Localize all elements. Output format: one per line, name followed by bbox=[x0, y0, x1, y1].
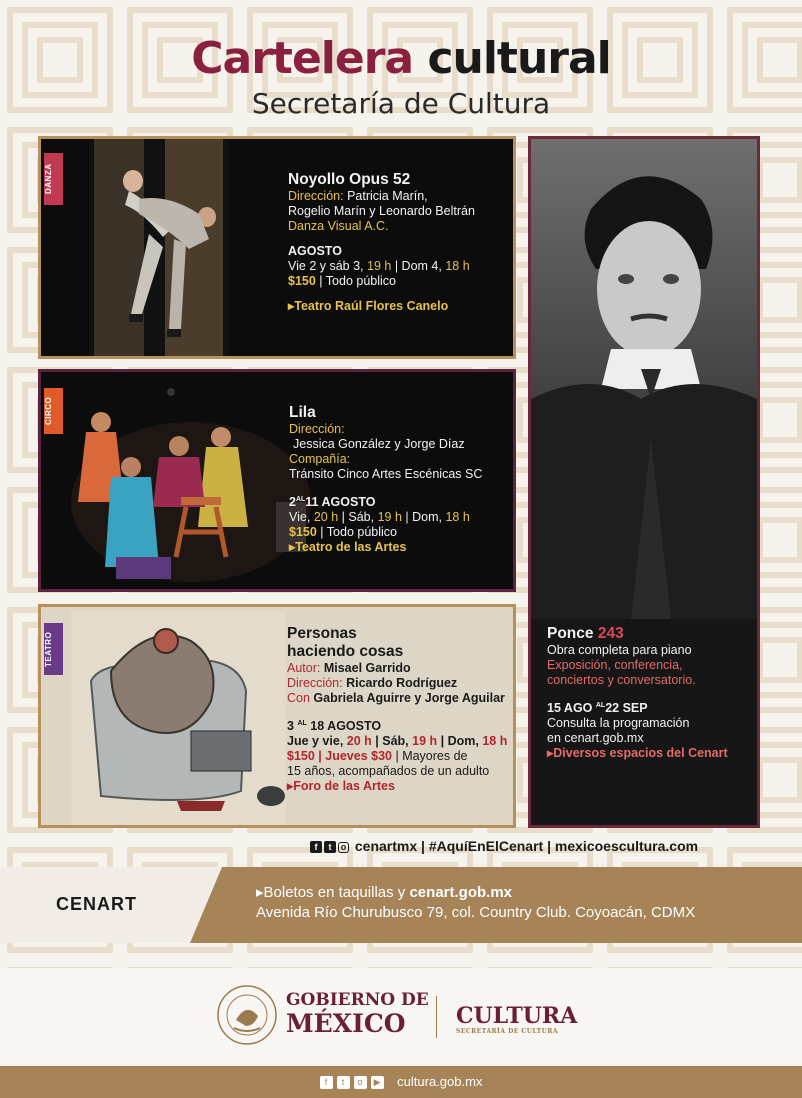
page-title bbox=[0, 34, 802, 84]
director-label: Dirección: bbox=[288, 189, 344, 203]
feature-venue-link[interactable]: ▸Diversos espacios del Cenart bbox=[547, 746, 728, 761]
feature-title-b: 243 bbox=[597, 625, 624, 642]
youtube-icon[interactable]: ▶ bbox=[371, 1076, 384, 1089]
schedule-text: Jue y vie, bbox=[287, 734, 344, 749]
feature-title bbox=[547, 625, 759, 643]
author-value: Misael Garrido bbox=[323, 661, 411, 675]
director-value-2: Rogelio Marín y Leonardo Beltrán bbox=[288, 204, 475, 218]
schedule-time: 18 h bbox=[482, 734, 508, 749]
schedule-text: | Dom 4, bbox=[394, 259, 442, 273]
price: $150 | Jueves $30 bbox=[287, 749, 392, 764]
audience-detail: 15 años, acompañados de un adulto bbox=[287, 764, 490, 779]
page-subtitle: Secretaría de Cultura bbox=[251, 87, 551, 120]
event-info-teatro bbox=[287, 625, 515, 794]
instagram-icon[interactable]: o bbox=[354, 1076, 367, 1089]
date-end: 18 AGOSTO bbox=[310, 719, 382, 734]
schedule-time: 19 h bbox=[412, 734, 438, 749]
schedule-text: Vie 2 y sáb 3, bbox=[288, 259, 364, 273]
audience: | Mayores de bbox=[395, 749, 468, 764]
facebook-icon[interactable]: f bbox=[320, 1076, 333, 1089]
schedule-time: 20 h bbox=[313, 510, 339, 525]
schedule-text: | Sáb, bbox=[341, 510, 375, 525]
tickets-site-link[interactable]: cenart.gob.mx bbox=[409, 884, 512, 901]
schedule-text: | Sáb, bbox=[375, 734, 409, 749]
date-heading: AGOSTO bbox=[288, 244, 342, 258]
event-info-danza bbox=[288, 171, 513, 314]
social-hashtag: | #AquíEnElCenart | bbox=[421, 838, 552, 854]
venue-link[interactable]: ▸Foro de las Artes bbox=[287, 779, 395, 794]
schedule-text: Vie, bbox=[289, 510, 311, 525]
event-title: Noyollo Opus 52 bbox=[288, 171, 411, 188]
event-card-danza[interactable] bbox=[38, 136, 516, 359]
gov-name-line-1: GOBIERNO DE bbox=[286, 990, 429, 1010]
feature-note: Consulta la programación bbox=[547, 716, 690, 731]
social-site[interactable]: mexicoescultura.com bbox=[554, 838, 699, 854]
event-title-line: Personas bbox=[287, 625, 357, 642]
footer-divider bbox=[436, 996, 437, 1038]
title-word-1: Cartelera bbox=[191, 33, 414, 84]
schedule-text: | Dom, bbox=[440, 734, 479, 749]
schedule-text: | Dom, bbox=[405, 510, 442, 525]
bottom-bar bbox=[0, 1066, 802, 1098]
category-tag: DANZA bbox=[44, 153, 63, 205]
event-info-circo bbox=[289, 404, 514, 555]
cast-value: Gabriela Aguirre y Jorge Aguilar bbox=[313, 691, 505, 705]
schedule-time: 19 h bbox=[377, 510, 402, 525]
author-label: Autor: bbox=[287, 661, 321, 675]
address-text: Avenida Río Churubusco 79, col. Country Club. Coyoacán, CDMX bbox=[256, 904, 696, 921]
facebook-icon[interactable]: f bbox=[310, 841, 322, 853]
date-start: 3 bbox=[287, 719, 294, 734]
director-label: Dirección: bbox=[287, 676, 343, 690]
date-end: 11 AGOSTO bbox=[305, 495, 376, 510]
cultura-logo-text: CULTURA bbox=[456, 1003, 578, 1029]
director-value: Ricardo Rodríguez bbox=[346, 676, 458, 690]
price: $150 bbox=[289, 525, 317, 540]
social-line bbox=[310, 838, 770, 854]
schedule-time: 18 h bbox=[445, 259, 470, 273]
feature-note: en cenart.gob.mx bbox=[547, 731, 644, 746]
director-value: Patricia Marín, bbox=[347, 189, 428, 203]
feature-title-a: Ponce bbox=[547, 625, 594, 642]
twitter-icon[interactable]: t bbox=[337, 1076, 350, 1089]
feature-desc: conciertos y conversatorio. bbox=[547, 673, 696, 687]
price: $150 bbox=[288, 274, 316, 288]
feature-info bbox=[547, 625, 759, 761]
cultura-sub-text: SECRETARÍA DE CULTURA bbox=[456, 1028, 559, 1035]
gov-name-line-2: MÉXICO bbox=[286, 1009, 406, 1038]
footer-site-link[interactable]: cultura.gob.mx bbox=[397, 1074, 483, 1089]
schedule-time: 20 h bbox=[346, 734, 372, 749]
director-label: Dirección: bbox=[289, 422, 345, 436]
venue-link[interactable]: ▸Teatro Raúl Flores Canelo bbox=[288, 299, 449, 313]
instagram-icon[interactable]: o bbox=[338, 842, 349, 853]
event-title bbox=[287, 625, 515, 661]
date-sep: AL bbox=[295, 496, 306, 503]
feature-desc: Exposición, conferencia, bbox=[547, 658, 683, 672]
feature-date-start: 15 AGO bbox=[547, 701, 593, 716]
company-label: Compañía: bbox=[289, 452, 351, 466]
director-value: Jessica González y Jorge Díaz bbox=[293, 437, 465, 451]
event-title-line: haciendo cosas bbox=[287, 643, 404, 660]
government-footer bbox=[0, 968, 802, 1066]
audience: | Todo público bbox=[320, 525, 397, 540]
category-tag: CIRCO bbox=[44, 388, 63, 434]
event-photo-circo bbox=[71, 382, 316, 592]
portrait-photo bbox=[531, 139, 757, 619]
venue-link[interactable]: ▸Teatro de las Artes bbox=[289, 540, 407, 555]
tickets-text: ▸Boletos en taquillas y bbox=[256, 884, 406, 901]
event-photo-teatro bbox=[71, 611, 286, 825]
national-seal-icon bbox=[216, 984, 278, 1046]
cast-label: Con bbox=[287, 691, 310, 705]
date-sep: AL bbox=[595, 702, 606, 709]
feature-card-ponce[interactable] bbox=[528, 136, 760, 828]
feature-date-end: 22 SEP bbox=[605, 701, 648, 716]
audience: | Todo público bbox=[319, 274, 396, 288]
event-card-circo[interactable] bbox=[38, 369, 516, 592]
twitter-icon[interactable]: t bbox=[324, 841, 336, 853]
schedule-time: 18 h bbox=[445, 510, 470, 525]
social-handle[interactable]: cenartmx bbox=[354, 838, 418, 854]
company-name: Danza Visual A.C. bbox=[288, 219, 389, 233]
schedule-time: 19 h bbox=[367, 259, 392, 273]
title-word-2: cultural bbox=[427, 33, 611, 84]
category-tag: TEATRO bbox=[44, 623, 63, 675]
tickets-band bbox=[0, 867, 802, 943]
page-header bbox=[0, 34, 802, 122]
cenart-logo: CENART bbox=[56, 894, 137, 914]
date-start: 2 bbox=[289, 495, 296, 510]
event-card-teatro[interactable] bbox=[38, 604, 516, 828]
feature-subtitle: Obra completa para piano bbox=[547, 643, 692, 657]
date-sep: AL bbox=[297, 720, 307, 727]
company-name: Tránsito Cinco Artes Escénicas SC bbox=[289, 467, 483, 481]
event-title: Lila bbox=[289, 404, 316, 421]
event-photo-danza bbox=[89, 139, 229, 359]
